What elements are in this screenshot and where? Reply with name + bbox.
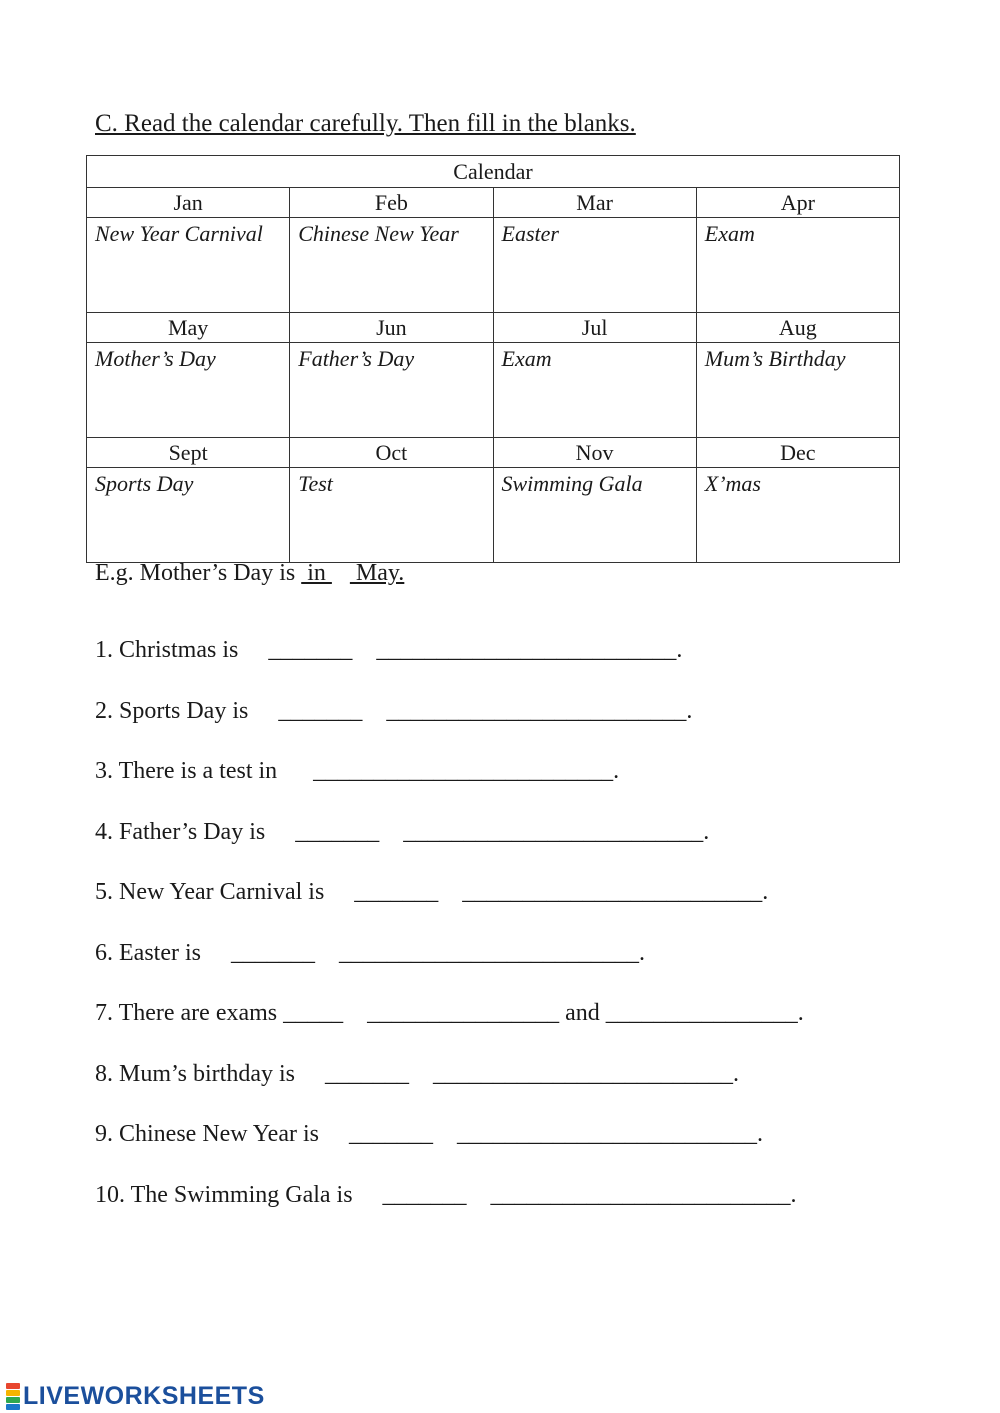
question-6[interactable]: 6. Easter is _______ _________________________. xyxy=(95,940,645,966)
month-row xyxy=(87,188,900,218)
logo-bar-icon xyxy=(6,1397,20,1403)
example-sentence xyxy=(95,560,404,587)
logo-bar-icon xyxy=(6,1390,20,1396)
event-feb: Chinese New Year xyxy=(290,218,493,313)
instruction-heading: C. Read the calendar carefully. Then fill in the blanks. xyxy=(95,110,636,137)
event-oct: Test xyxy=(290,468,493,563)
question-3[interactable]: 3. There is a test in _________________________. xyxy=(95,758,620,784)
event-row xyxy=(87,218,900,313)
example-gap xyxy=(332,560,350,586)
question-9[interactable]: 9. Chinese New Year is _______ _________________________. xyxy=(95,1121,763,1147)
event-jul: Exam xyxy=(493,343,696,438)
example-answer-preposition: in xyxy=(301,560,332,586)
event-may: Mother’s Day xyxy=(87,343,290,438)
event-row xyxy=(87,343,900,438)
month-row xyxy=(87,438,900,468)
logo-bar-icon xyxy=(6,1383,20,1389)
calendar-table xyxy=(86,155,900,563)
month-jul: Jul xyxy=(493,313,696,343)
logo-bar-icon xyxy=(6,1404,20,1410)
month-row xyxy=(87,313,900,343)
month-dec: Dec xyxy=(696,438,899,468)
calendar-title: Calendar xyxy=(87,156,900,188)
logo-mark-icon xyxy=(6,1383,20,1410)
example-answer-month: May. xyxy=(349,560,405,586)
month-oct: Oct xyxy=(290,438,493,468)
event-mar: Easter xyxy=(493,218,696,313)
liveworksheets-logo xyxy=(6,1381,265,1411)
question-2[interactable]: 2. Sports Day is _______ _________________________. xyxy=(95,698,693,724)
event-nov: Swimming Gala xyxy=(493,468,696,563)
event-row xyxy=(87,468,900,563)
example-prefix: E.g. Mother’s Day is xyxy=(95,560,296,586)
month-mar: Mar xyxy=(493,188,696,218)
question-4[interactable]: 4. Father’s Day is _______ _________________________. xyxy=(95,819,710,845)
month-sept: Sept xyxy=(87,438,290,468)
event-aug: Mum’s Birthday xyxy=(696,343,899,438)
question-7[interactable]: 7. There are exams _____ ________________ and ________________. xyxy=(95,1000,804,1026)
event-dec: X’mas xyxy=(696,468,899,563)
month-feb: Feb xyxy=(290,188,493,218)
month-apr: Apr xyxy=(696,188,899,218)
month-jun: Jun xyxy=(290,313,493,343)
question-1[interactable]: 1. Christmas is _______ _________________________. xyxy=(95,637,683,663)
month-may: May xyxy=(87,313,290,343)
event-jan: New Year Carnival xyxy=(87,218,290,313)
event-sept: Sports Day xyxy=(87,468,290,563)
question-10[interactable]: 10. The Swimming Gala is _______ _________________________. xyxy=(95,1182,797,1208)
logo-text: LIVEWORKSHEETS xyxy=(23,1382,265,1410)
event-jun: Father’s Day xyxy=(290,343,493,438)
event-apr: Exam xyxy=(696,218,899,313)
month-nov: Nov xyxy=(493,438,696,468)
question-8[interactable]: 8. Mum’s birthday is _______ _________________________. xyxy=(95,1061,740,1087)
month-jan: Jan xyxy=(87,188,290,218)
month-aug: Aug xyxy=(696,313,899,343)
question-5[interactable]: 5. New Year Carnival is _______ _________________________. xyxy=(95,879,769,905)
